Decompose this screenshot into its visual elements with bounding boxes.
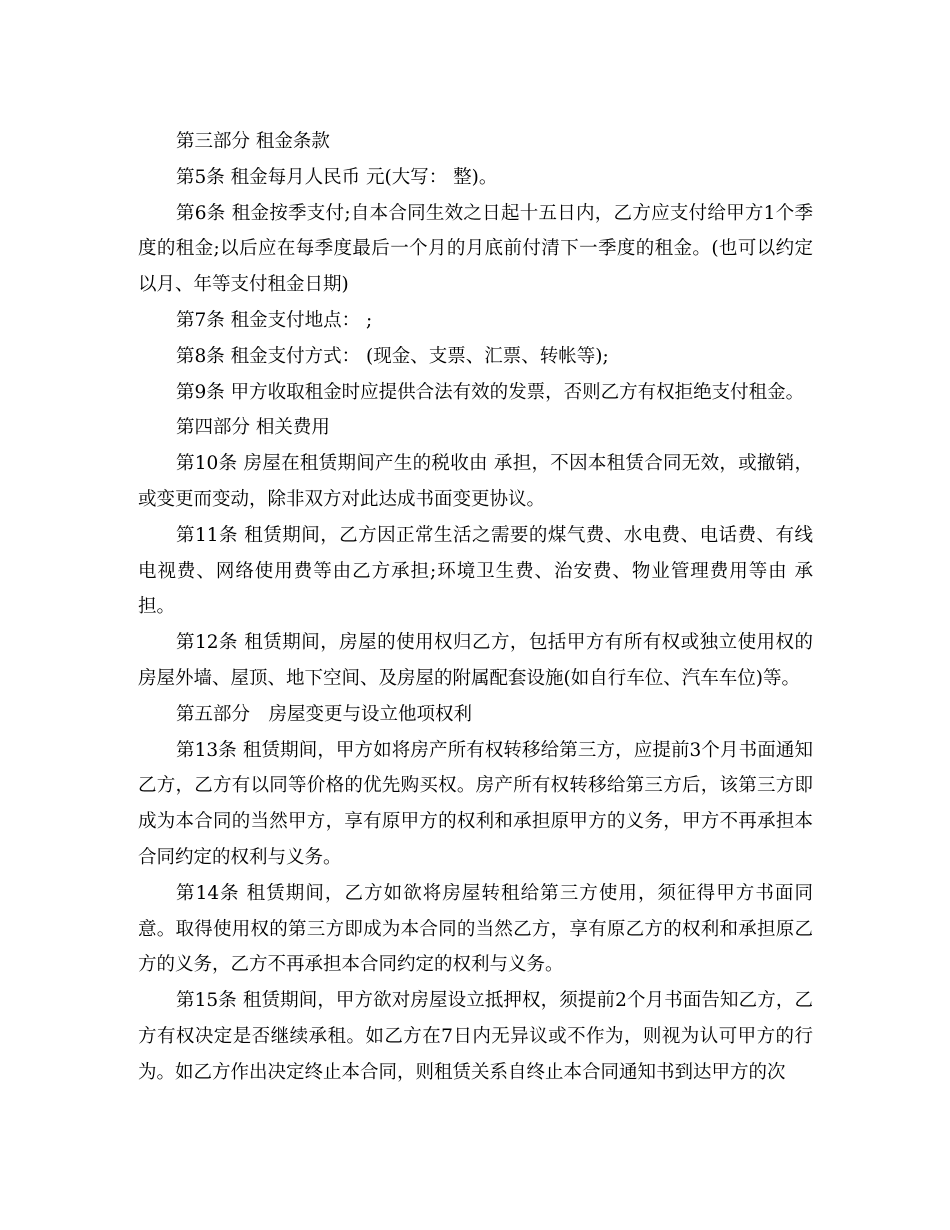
clause-9: 第9条 甲方收取租金时应提供合法有效的发票，否则乙方有权拒绝支付租金。 xyxy=(176,381,805,403)
clause-8: 第8条 租金支付方式： (现金、支票、汇票、转帐等); xyxy=(176,345,609,367)
clause-5: 第5条 租金每月人民币 元(大写： 整)。 xyxy=(176,166,498,188)
clause-15: 第15条 租赁期间，甲方欲对房屋设立抵押权，须提前2个月书面告知乙方，乙方有权决定是否继续承租。如乙方在7日内无异议或不作为，则视为认可甲方的行为。如乙方作出决定终止本合同，则租赁关系自终止本合同通知书到达甲方的次 xyxy=(138,990,813,1083)
clause-11: 第11条 租赁期间，乙方因正常生活之需要的煤气费、水电费、电话费、有线电视费、网络使用费等由乙方承担;环境卫生费、治安费、物业管理费用等由 承担。 xyxy=(138,524,813,618)
section-heading-part-5: 第五部分 房屋变更与设立他项权利 xyxy=(176,703,473,725)
document-page xyxy=(138,124,813,1091)
clause-6: 第6条 租金按季支付;自本合同生效之日起十五日内，乙方应支付给甲方1个季度的租金;以后应在每季度最后一个月的月底前付清下一季度的租金。(也可以约定以月、年等支付租金日期) xyxy=(138,202,813,296)
section-heading-part-4: 第四部分 相关费用 xyxy=(176,417,330,439)
section-heading-part-3: 第三部分 租金条款 xyxy=(176,131,330,152)
clause-7: 第7条 租金支付地点： ; xyxy=(176,309,373,331)
clause-14: 第14条 租赁期间，乙方如欲将房屋转租给第三方使用，须征得甲方书面同意。取得使用权的第三方即成为本合同的当然乙方，享有原乙方的权利和承担原乙方的义务，乙方不再承担本合同约定的权利与义务。 xyxy=(138,882,813,976)
clause-13: 第13条 租赁期间，甲方如将房产所有权转移给第三方，应提前3个月书面通知乙方，乙方有以同等价格的优先购买权。房产所有权转移给第三方后，该第三方即成为本合同的当然甲方，享有原甲方的权利和承担原甲方的义务，甲方不再承担本合同约定的权利与义务。 xyxy=(138,739,813,868)
clause-12: 第12条 租赁期间，房屋的使用权归乙方，包括甲方有所有权或独立使用权的房屋外墙、屋顶、地下空间、及房屋的附属配套设施(如自行车位、汽车车位)等。 xyxy=(138,632,813,689)
clause-10: 第10条 房屋在租赁期间产生的税收由 承担，不因本租赁合同无效，或撤销，或变更而变动，除非双方对此达成书面变更协议。 xyxy=(138,453,813,510)
